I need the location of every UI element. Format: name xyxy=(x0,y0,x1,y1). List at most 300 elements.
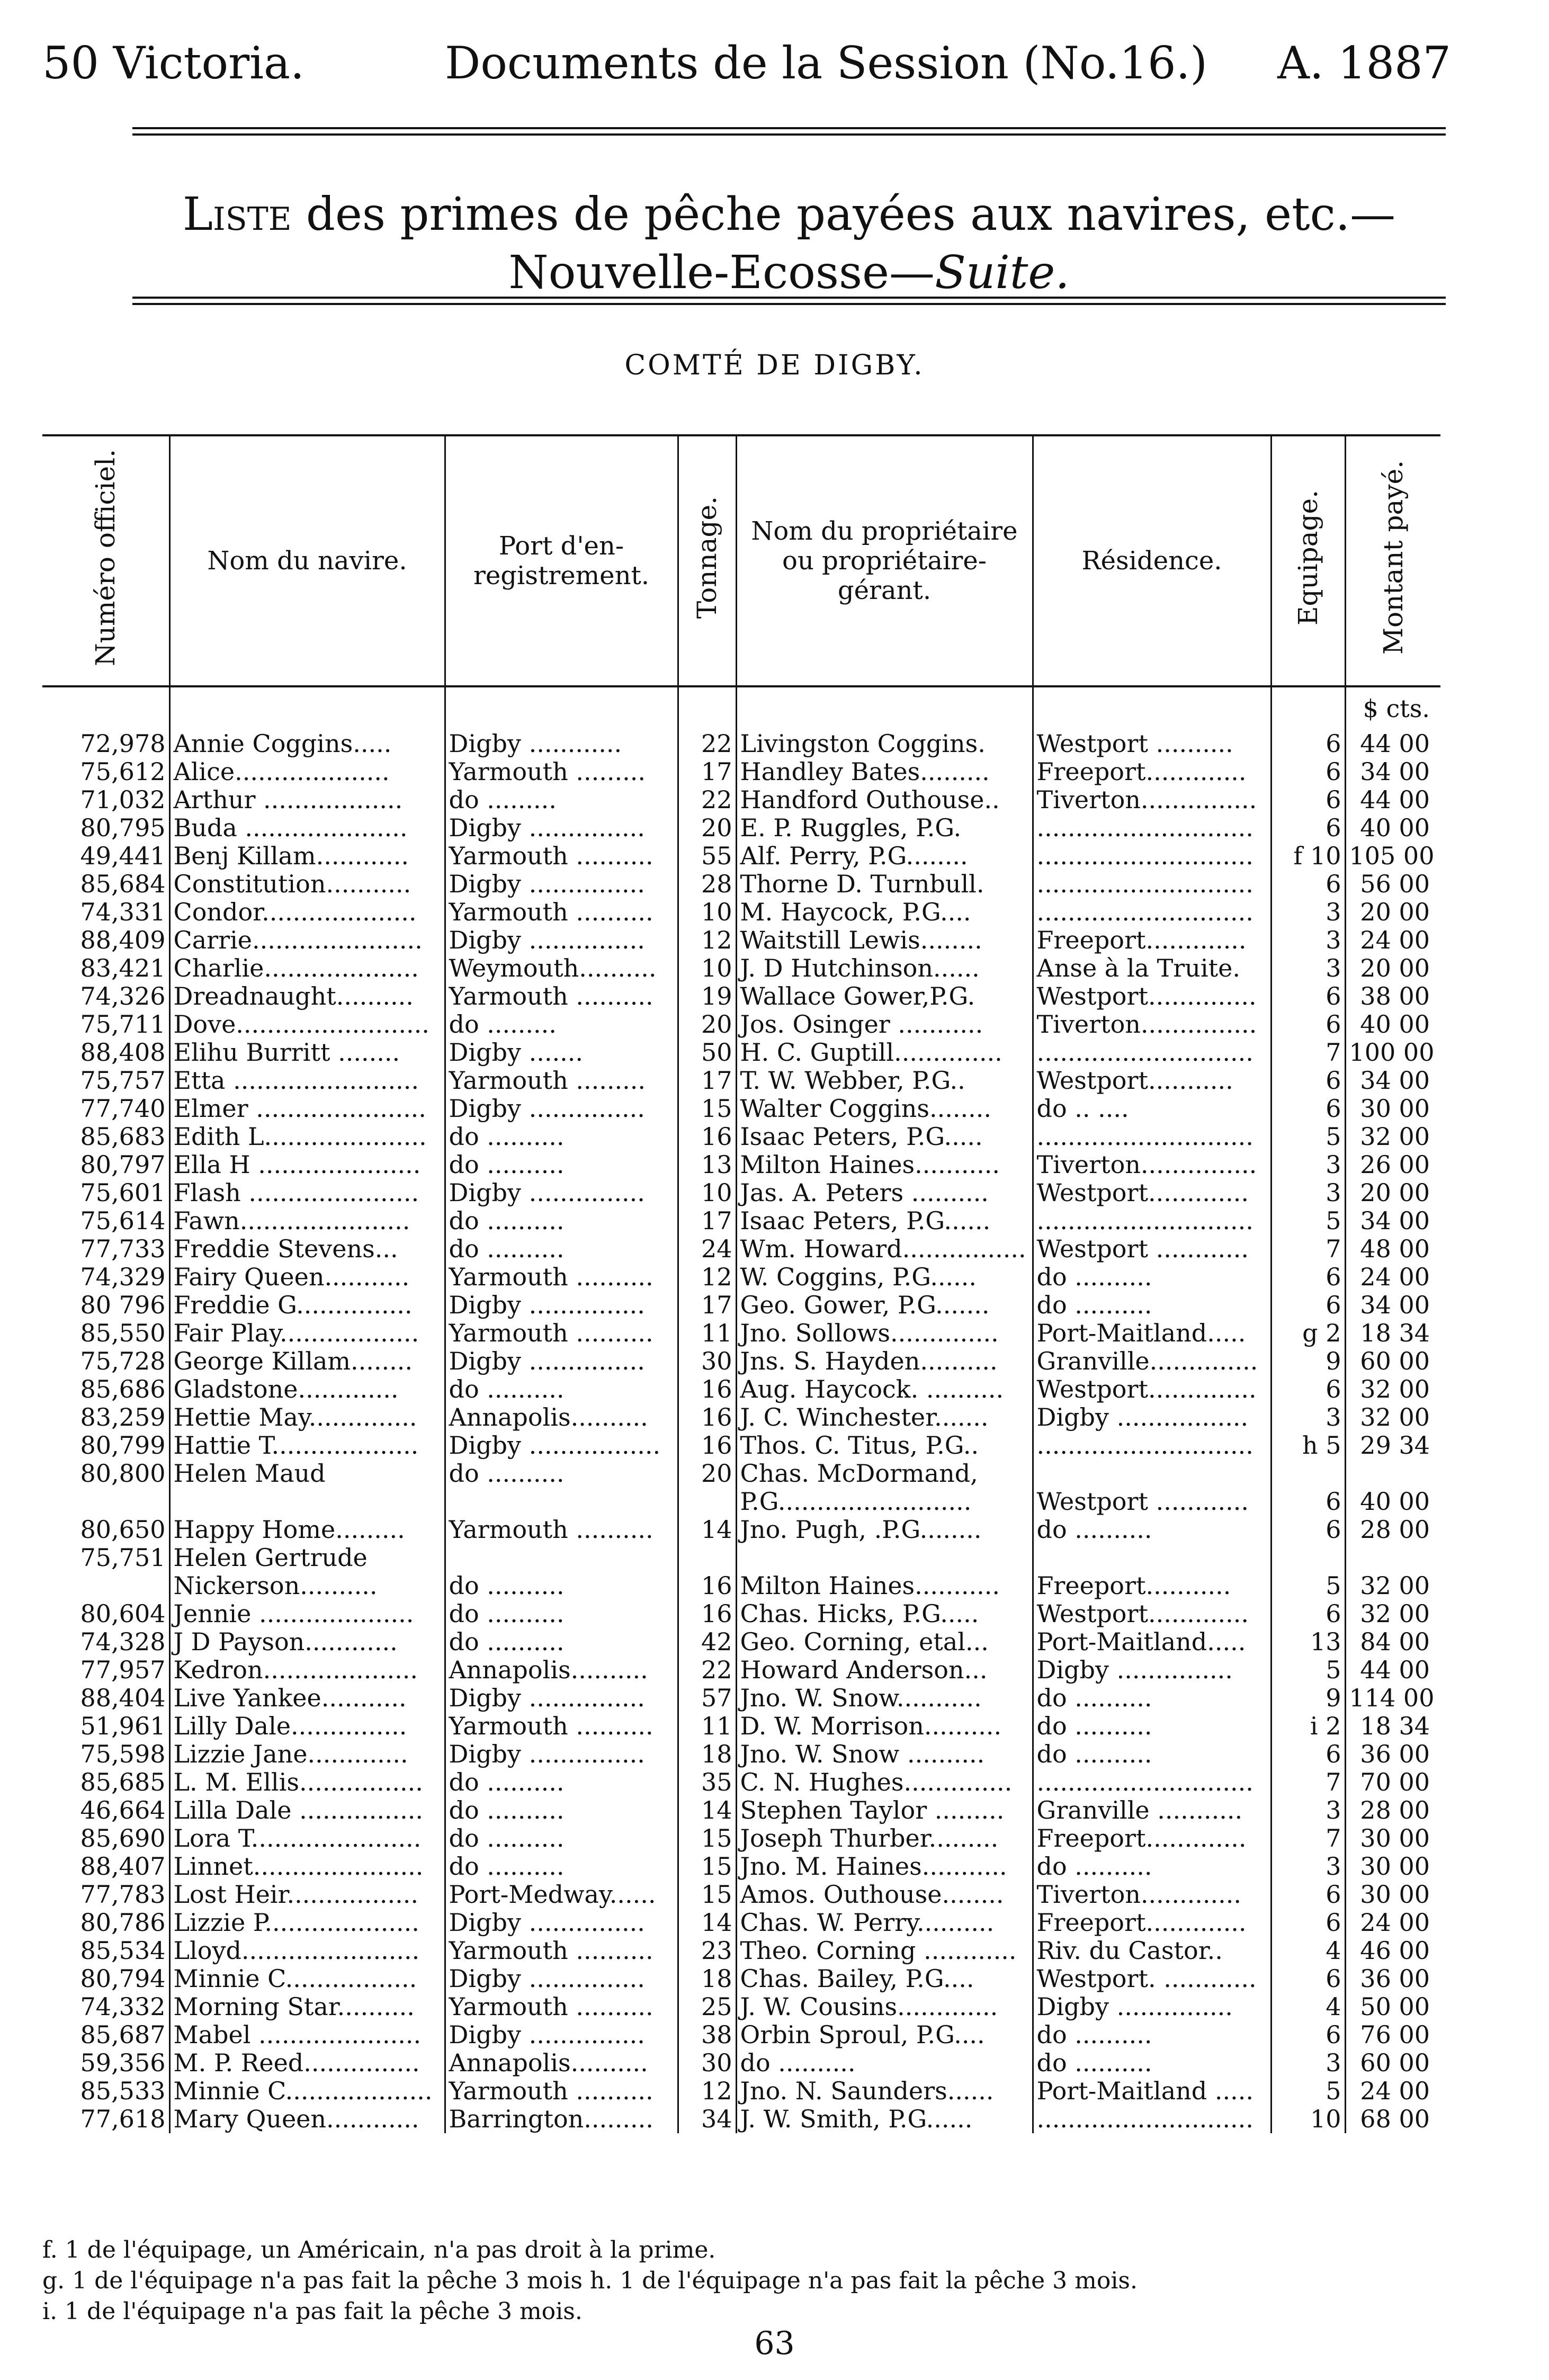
cell-ton: 12 xyxy=(678,926,736,954)
cell-num: 88,408 xyxy=(42,1039,169,1067)
col-equipage: Equipage. xyxy=(1271,435,1345,686)
cell-ton: 14 xyxy=(678,1516,736,1544)
cell-res: Digby ............... xyxy=(1033,1656,1271,1684)
cell-ton: 57 xyxy=(678,1684,736,1712)
cell-crew: 10 xyxy=(1271,2105,1345,2133)
cell-amt: 46 00 xyxy=(1360,1937,1430,1965)
cell-res: do .......... xyxy=(1033,2049,1271,2077)
cell-name: Ella H ..................... xyxy=(169,1151,445,1179)
cell-port: Yarmouth .......... xyxy=(445,1937,678,1965)
col-nom: Nom du navire. xyxy=(169,435,445,686)
cell-port: Yarmouth .......... xyxy=(445,1993,678,2021)
cell-name: Lloyd....................... xyxy=(169,1937,445,1965)
cell-ton: 55 xyxy=(678,842,736,870)
cell-owner: Amos. Outhouse........ xyxy=(736,1881,1033,1909)
bounty-table xyxy=(42,434,1440,2133)
cell-owner: Jos. Osinger ........... xyxy=(736,1010,1033,1039)
cell-port: Digby ....... xyxy=(445,1039,678,1067)
cell-amt: 30 00 xyxy=(1360,1824,1430,1853)
cell-owner: Milton Haines........... xyxy=(736,1572,1033,1600)
table-row xyxy=(42,1403,1440,1431)
cell-name: Jennie .................... xyxy=(169,1600,445,1628)
cell-port: do .......... xyxy=(445,1235,678,1263)
cell-num: 51,961 xyxy=(42,1712,169,1740)
cell-owner: Jns. S. Hayden.......... xyxy=(736,1347,1033,1375)
table-row xyxy=(42,1544,1440,1572)
table-row xyxy=(42,1010,1440,1039)
cell-num: 88,404 xyxy=(42,1684,169,1712)
cell-num: 72,978 xyxy=(42,730,169,758)
cell-ton: 14 xyxy=(678,1796,736,1824)
cell-port: do .......... xyxy=(445,1151,678,1179)
cell-ton: 15 xyxy=(678,1853,736,1881)
cell-amt: 36 00 xyxy=(1360,1740,1430,1768)
cell-crew: 6 xyxy=(1271,1516,1345,1544)
cell-crew: 6 xyxy=(1271,1909,1345,1937)
cell-ton: 30 xyxy=(678,1347,736,1375)
cell-owner: Jno. W. Snow .......... xyxy=(736,1740,1033,1768)
cell-ton: 24 xyxy=(678,1235,736,1263)
cell-amt: 20 00 xyxy=(1360,1179,1430,1207)
table-row xyxy=(42,1628,1440,1656)
table-row xyxy=(42,1684,1440,1712)
cell-crew: 7 xyxy=(1271,1824,1345,1853)
cell-res: do .......... xyxy=(1033,1291,1271,1319)
cell-res: Port-Maitland ..... xyxy=(1033,2077,1271,2105)
table-row xyxy=(42,1347,1440,1375)
cell-res: ............................ xyxy=(1033,1039,1271,1067)
cell-res: Granville.............. xyxy=(1033,1347,1271,1375)
cell-num: 88,409 xyxy=(42,926,169,954)
cell-owner: Handford Outhouse.. xyxy=(736,786,1033,814)
cell-num: 74,329 xyxy=(42,1263,169,1291)
cell-crew: f 10 xyxy=(1271,842,1345,870)
cell-amt xyxy=(1345,1544,1440,1572)
cell-amt: 32 00 xyxy=(1360,1600,1430,1628)
cell-amt: 44 00 xyxy=(1360,786,1430,814)
cell-owner xyxy=(736,1544,1033,1572)
cell-amt: 70 00 xyxy=(1360,1768,1430,1796)
cell-amt: 40 00 xyxy=(1360,1010,1430,1039)
cell-crew: 6 xyxy=(1271,730,1345,758)
cell-port: Digby ............... xyxy=(445,1684,678,1712)
cell-res: Westport .......... xyxy=(1033,730,1271,758)
cell-num: 85,534 xyxy=(42,1937,169,1965)
cell-amt: 32 00 xyxy=(1360,1403,1430,1431)
cell-amt: 34 00 xyxy=(1360,1067,1430,1095)
cell-ton: 20 xyxy=(678,814,736,842)
table-row xyxy=(42,1235,1440,1263)
title-rest: des primes de pêche payées aux navires, etc.—Nouvelle-Ecosse— xyxy=(291,188,1396,299)
cell-ton: 23 xyxy=(678,1937,736,1965)
cell-ton: 25 xyxy=(678,1993,736,2021)
cell-owner: Jno. M. Haines........... xyxy=(736,1853,1033,1881)
table-row xyxy=(42,1909,1440,1937)
table-row xyxy=(42,1488,1440,1516)
cell-port: Yarmouth .......... xyxy=(445,1319,678,1347)
cell-crew: 4 xyxy=(1271,1993,1345,2021)
cell-res: Riv. du Castor.. xyxy=(1033,1937,1271,1965)
cell-ton: 16 xyxy=(678,1403,736,1431)
cell-name: Mary Queen............ xyxy=(169,2105,445,2133)
cell-amt: 26 00 xyxy=(1360,1151,1430,1179)
cell-port: Yarmouth .......... xyxy=(445,982,678,1010)
cell-ton: 11 xyxy=(678,1319,736,1347)
title-suite: Suite. xyxy=(935,246,1070,299)
col-montant: Montant payé. xyxy=(1345,435,1440,686)
cell-ton: 15 xyxy=(678,1095,736,1123)
cell-name: Fair Play.................. xyxy=(169,1319,445,1347)
cell-owner: Isaac Peters, P.G...... xyxy=(736,1207,1033,1235)
cell-owner: C. N. Hughes.............. xyxy=(736,1768,1033,1796)
cell-num: 59,356 xyxy=(42,2049,169,2077)
cell-amt: 24 00 xyxy=(1360,926,1430,954)
cell-res: do .......... xyxy=(1033,1853,1271,1881)
cell-owner: H. C. Guptill.............. xyxy=(736,1039,1033,1067)
cell-ton: 17 xyxy=(678,1291,736,1319)
cell-owner: Chas. McDormand, xyxy=(736,1460,1033,1488)
cell-amt: 100 00 xyxy=(1349,1039,1435,1067)
cell-amt: 44 00 xyxy=(1360,1656,1430,1684)
cell-owner: Wm. Howard................ xyxy=(736,1235,1033,1263)
cell-res: Tiverton............... xyxy=(1033,786,1271,814)
cell-res: Anse à la Truite. xyxy=(1033,954,1271,982)
cell-port: do ......... xyxy=(445,786,678,814)
cell-amt: 24 00 xyxy=(1360,1909,1430,1937)
cell-crew: 7 xyxy=(1271,1768,1345,1796)
cell-name: Flash ...................... xyxy=(169,1179,445,1207)
cell-num xyxy=(42,1488,169,1516)
cell-crew: 6 xyxy=(1271,758,1345,786)
cell-name: Constitution........... xyxy=(169,870,445,898)
cell-name: Alice.................... xyxy=(169,758,445,786)
cell-owner: P.G......................... xyxy=(736,1488,1033,1516)
cell-owner: Jas. A. Peters .......... xyxy=(736,1179,1033,1207)
header-left: 50 Victoria. xyxy=(42,37,305,89)
page-number: 63 xyxy=(754,2325,795,2362)
cell-crew: 6 xyxy=(1271,1263,1345,1291)
cell-amt: 36 00 xyxy=(1360,1965,1430,1993)
cell-ton: 19 xyxy=(678,982,736,1010)
cell-owner: Aug. Haycock. .......... xyxy=(736,1375,1033,1403)
cell-owner: Chas. Hicks, P.G..... xyxy=(736,1600,1033,1628)
cell-ton: 10 xyxy=(678,954,736,982)
cell-amt: 34 00 xyxy=(1360,1207,1430,1235)
cell-name: Hettie May.............. xyxy=(169,1403,445,1431)
cell-amt: 60 00 xyxy=(1360,1347,1430,1375)
cell-res: Westport.............. xyxy=(1033,1375,1271,1403)
cell-ton: 17 xyxy=(678,1207,736,1235)
cell-res: Westport........... xyxy=(1033,1067,1271,1095)
cell-owner: Thorne D. Turnbull. xyxy=(736,870,1033,898)
cell-ton: 10 xyxy=(678,898,736,926)
cell-port: Digby ............... xyxy=(445,1740,678,1768)
cell-crew: 3 xyxy=(1271,2049,1345,2077)
cell-num: 75,751 xyxy=(42,1544,169,1572)
cell-crew: i 2 xyxy=(1271,1712,1345,1740)
cell-res: Digby ................. xyxy=(1033,1403,1271,1431)
cell-crew: 3 xyxy=(1271,1151,1345,1179)
table-row xyxy=(42,1516,1440,1544)
cell-amt: 28 00 xyxy=(1360,1516,1430,1544)
cell-ton: 15 xyxy=(678,1824,736,1853)
cell-num: 77,783 xyxy=(42,1881,169,1909)
cell-amt: 105 00 xyxy=(1349,842,1435,870)
county-heading: COMTÉ DE DIGBY. xyxy=(624,350,925,381)
cell-ton: 12 xyxy=(678,1263,736,1291)
cell-owner: Geo. Corning, etal... xyxy=(736,1628,1033,1656)
cell-res: Westport............. xyxy=(1033,1179,1271,1207)
cell-ton: 20 xyxy=(678,1460,736,1488)
cell-crew: 3 xyxy=(1271,926,1345,954)
cell-res: Freeport............. xyxy=(1033,758,1271,786)
cell-crew xyxy=(1271,1544,1345,1572)
cell-res: ............................ xyxy=(1033,1768,1271,1796)
cell-owner: Alf. Perry, P.G........ xyxy=(736,842,1033,870)
table-row xyxy=(42,1712,1440,1740)
cell-num: 74,328 xyxy=(42,1628,169,1656)
col-numero: Numéro officiel. xyxy=(42,435,169,686)
cell-ton: 18 xyxy=(678,1965,736,1993)
cell-crew: 5 xyxy=(1271,2077,1345,2105)
cell-ton: 10 xyxy=(678,1179,736,1207)
cell-num: 75,711 xyxy=(42,1010,169,1039)
cell-ton: 16 xyxy=(678,1600,736,1628)
cell-crew: 5 xyxy=(1271,1207,1345,1235)
table-row xyxy=(42,898,1440,926)
table-row xyxy=(42,1319,1440,1347)
cell-num: 80,604 xyxy=(42,1600,169,1628)
cell-owner: Geo. Gower, P.G....... xyxy=(736,1291,1033,1319)
footnote-f: f. 1 de l'équipage, un Américain, n'a pas droit à la prime. xyxy=(42,2236,716,2263)
cell-name: Hattie T................... xyxy=(169,1431,445,1460)
table-row xyxy=(42,1067,1440,1095)
cell-res: Tiverton............. xyxy=(1033,1881,1271,1909)
cell-ton: 20 xyxy=(678,1010,736,1039)
cell-owner: Milton Haines........... xyxy=(736,1151,1033,1179)
cell-name: Minnie C................. xyxy=(169,1965,445,1993)
cell-crew: 6 xyxy=(1271,1600,1345,1628)
cell-crew: 4 xyxy=(1271,1937,1345,1965)
cell-crew: 6 xyxy=(1271,1965,1345,1993)
table-row xyxy=(42,926,1440,954)
cell-name: Benj Killam............ xyxy=(169,842,445,870)
cell-amt: 50 00 xyxy=(1360,1993,1430,2021)
table-row xyxy=(42,1263,1440,1291)
cell-port: Yarmouth ......... xyxy=(445,758,678,786)
cell-crew xyxy=(1271,1460,1345,1488)
cell-port: do .......... xyxy=(445,1460,678,1488)
cell-amt: 34 00 xyxy=(1360,758,1430,786)
cell-res: Freeport............. xyxy=(1033,1824,1271,1853)
cell-num: 75,612 xyxy=(42,758,169,786)
cell-port: do .......... xyxy=(445,1123,678,1151)
cell-name: Freddie G............... xyxy=(169,1291,445,1319)
footnote-i: i. 1 de l'équipage n'a pas fait la pêche 3 mois. xyxy=(42,2298,583,2325)
cell-num: 85,687 xyxy=(42,2021,169,2049)
cell-owner: J. D Hutchinson...... xyxy=(736,954,1033,982)
cell-port: Yarmouth .......... xyxy=(445,898,678,926)
cell-amt: 114 00 xyxy=(1349,1684,1435,1712)
cell-ton: 16 xyxy=(678,1572,736,1600)
cell-crew: 6 xyxy=(1271,814,1345,842)
cell-res: Freeport........... xyxy=(1033,1572,1271,1600)
cell-name: Helen Gertrude xyxy=(169,1544,445,1572)
cell-num xyxy=(42,1572,169,1600)
table-row xyxy=(42,1796,1440,1824)
cell-res: ............................ xyxy=(1033,870,1271,898)
cell-name: Charlie.................... xyxy=(169,954,445,982)
cell-name: Helen Maud xyxy=(169,1460,445,1488)
cell-name: Lilla Dale ................ xyxy=(169,1796,445,1824)
cell-amt xyxy=(1345,1460,1440,1488)
cell-ton: 16 xyxy=(678,1431,736,1460)
cell-port: do .......... xyxy=(445,1796,678,1824)
cell-name: Freddie Stevens... xyxy=(169,1235,445,1263)
cell-port: Yarmouth ......... xyxy=(445,1067,678,1095)
cell-amt: 30 00 xyxy=(1360,1853,1430,1881)
cell-owner: Jno. Pugh, .P.G........ xyxy=(736,1516,1033,1544)
cell-name: L. M. Ellis................ xyxy=(169,1768,445,1796)
cell-port xyxy=(445,1544,678,1572)
cell-name: Etta ........................ xyxy=(169,1067,445,1095)
cell-num: 80 796 xyxy=(42,1291,169,1319)
cell-num: 77,618 xyxy=(42,2105,169,2133)
cell-port: Weymouth.......... xyxy=(445,954,678,982)
cell-res: Freeport............. xyxy=(1033,1909,1271,1937)
cell-res: ............................ xyxy=(1033,2105,1271,2133)
cell-port: Port-Medway...... xyxy=(445,1881,678,1909)
cell-num: 77,733 xyxy=(42,1235,169,1263)
cell-num: 77,957 xyxy=(42,1656,169,1684)
table-row xyxy=(42,1881,1440,1909)
cell-name: Elmer ...................... xyxy=(169,1095,445,1123)
col-proprietaire: Nom du propriétaire ou propriétaire-gérant. xyxy=(736,435,1033,686)
cell-port: Digby ............... xyxy=(445,1179,678,1207)
cell-num: 80,800 xyxy=(42,1460,169,1488)
cell-amt: 48 00 xyxy=(1360,1235,1430,1263)
cell-num: 75,598 xyxy=(42,1740,169,1768)
cell-owner: Theo. Corning ............ xyxy=(736,1937,1033,1965)
cell-ton: 15 xyxy=(678,1881,736,1909)
cell-owner: Stephen Taylor ......... xyxy=(736,1796,1033,1824)
cell-res: ............................ xyxy=(1033,1123,1271,1151)
cell-name: George Killam........ xyxy=(169,1347,445,1375)
table-row xyxy=(42,954,1440,982)
cell-name: Live Yankee........... xyxy=(169,1684,445,1712)
cell-res: ............................ xyxy=(1033,842,1271,870)
cell-crew: 6 xyxy=(1271,1881,1345,1909)
cell-owner: J. C. Winchester....... xyxy=(736,1403,1033,1431)
cell-name: Lilly Dale............... xyxy=(169,1712,445,1740)
cell-ton: 28 xyxy=(678,870,736,898)
cell-name: J D Payson............ xyxy=(169,1628,445,1656)
cell-num: 85,684 xyxy=(42,870,169,898)
header-center: Documents de la Session (No.16.) xyxy=(445,37,1208,89)
cell-amt: 56 00 xyxy=(1360,870,1430,898)
cell-num: 74,332 xyxy=(42,1993,169,2021)
cell-amt: 28 00 xyxy=(1360,1796,1430,1824)
cell-owner: Walter Coggins........ xyxy=(736,1095,1033,1123)
cell-port: do .......... xyxy=(445,1600,678,1628)
table-row xyxy=(42,1291,1440,1319)
table-row xyxy=(42,1460,1440,1488)
table-row xyxy=(42,842,1440,870)
cell-name: Carrie...................... xyxy=(169,926,445,954)
cell-res xyxy=(1033,1460,1271,1488)
cell-crew: 6 xyxy=(1271,870,1345,898)
cell-num: 85,686 xyxy=(42,1375,169,1403)
cell-ton: 22 xyxy=(678,730,736,758)
cell-crew: 13 xyxy=(1271,1628,1345,1656)
cell-port: Yarmouth .......... xyxy=(445,1516,678,1544)
cell-owner: Howard Anderson... xyxy=(736,1656,1033,1684)
cell-name: Morning Star.......... xyxy=(169,1993,445,2021)
cell-ton: 34 xyxy=(678,2105,736,2133)
cell-owner: Chas. Bailey, P.G.... xyxy=(736,1965,1033,1993)
cell-amt: 32 00 xyxy=(1360,1123,1430,1151)
cell-num: 85,533 xyxy=(42,2077,169,2105)
cell-crew: 9 xyxy=(1271,1347,1345,1375)
cell-crew: 6 xyxy=(1271,2021,1345,2049)
cell-res: Freeport............. xyxy=(1033,926,1271,954)
cell-ton: 22 xyxy=(678,786,736,814)
cell-owner: M. Haycock, P.G.... xyxy=(736,898,1033,926)
cell-num: 75,757 xyxy=(42,1067,169,1095)
cell-port: Annapolis.......... xyxy=(445,2049,678,2077)
cell-num: 49,441 xyxy=(42,842,169,870)
cell-port: do .......... xyxy=(445,1628,678,1656)
cell-port: Yarmouth .......... xyxy=(445,1263,678,1291)
cell-crew: 3 xyxy=(1271,1403,1345,1431)
cell-crew: 6 xyxy=(1271,786,1345,814)
cell-res: Westport ............ xyxy=(1033,1488,1271,1516)
cell-num: 80,797 xyxy=(42,1151,169,1179)
cell-res: Digby ............... xyxy=(1033,1993,1271,2021)
title-rule-2 xyxy=(132,303,1446,305)
cell-name: Nickerson.......... xyxy=(169,1572,445,1600)
cell-ton: 42 xyxy=(678,1628,736,1656)
page-header xyxy=(42,37,1451,95)
cell-num: 75,601 xyxy=(42,1179,169,1207)
cell-num: 85,690 xyxy=(42,1824,169,1853)
table-row xyxy=(42,1123,1440,1151)
cell-name: Lizzie Jane............. xyxy=(169,1740,445,1768)
cell-res: Tiverton............... xyxy=(1033,1151,1271,1179)
cell-num: 85,685 xyxy=(42,1768,169,1796)
title-rule xyxy=(132,297,1446,299)
cell-ton: 18 xyxy=(678,1740,736,1768)
cell-ton: 17 xyxy=(678,758,736,786)
cell-owner: E. P. Ruggles, P.G. xyxy=(736,814,1033,842)
cell-amt: 34 00 xyxy=(1360,1291,1430,1319)
cell-ton: 38 xyxy=(678,2021,736,2049)
cell-amt: 44 00 xyxy=(1360,730,1430,758)
cell-res: do .. .... xyxy=(1033,1095,1271,1123)
cell-owner: Wallace Gower,P.G. xyxy=(736,982,1033,1010)
cell-ton xyxy=(678,1488,736,1516)
table-row xyxy=(42,1993,1440,2021)
cell-name: Mabel ..................... xyxy=(169,2021,445,2049)
col-tonnage: Tonnage. xyxy=(678,435,736,686)
col-port: Port d'en-registrement. xyxy=(445,435,678,686)
cell-name: Edith L..................... xyxy=(169,1123,445,1151)
cell-crew: 6 xyxy=(1271,1375,1345,1403)
cell-crew: 6 xyxy=(1271,1095,1345,1123)
cell-owner: J. W. Smith, P.G...... xyxy=(736,2105,1033,2133)
table-row xyxy=(42,870,1440,898)
cell-amt: 20 00 xyxy=(1360,954,1430,982)
